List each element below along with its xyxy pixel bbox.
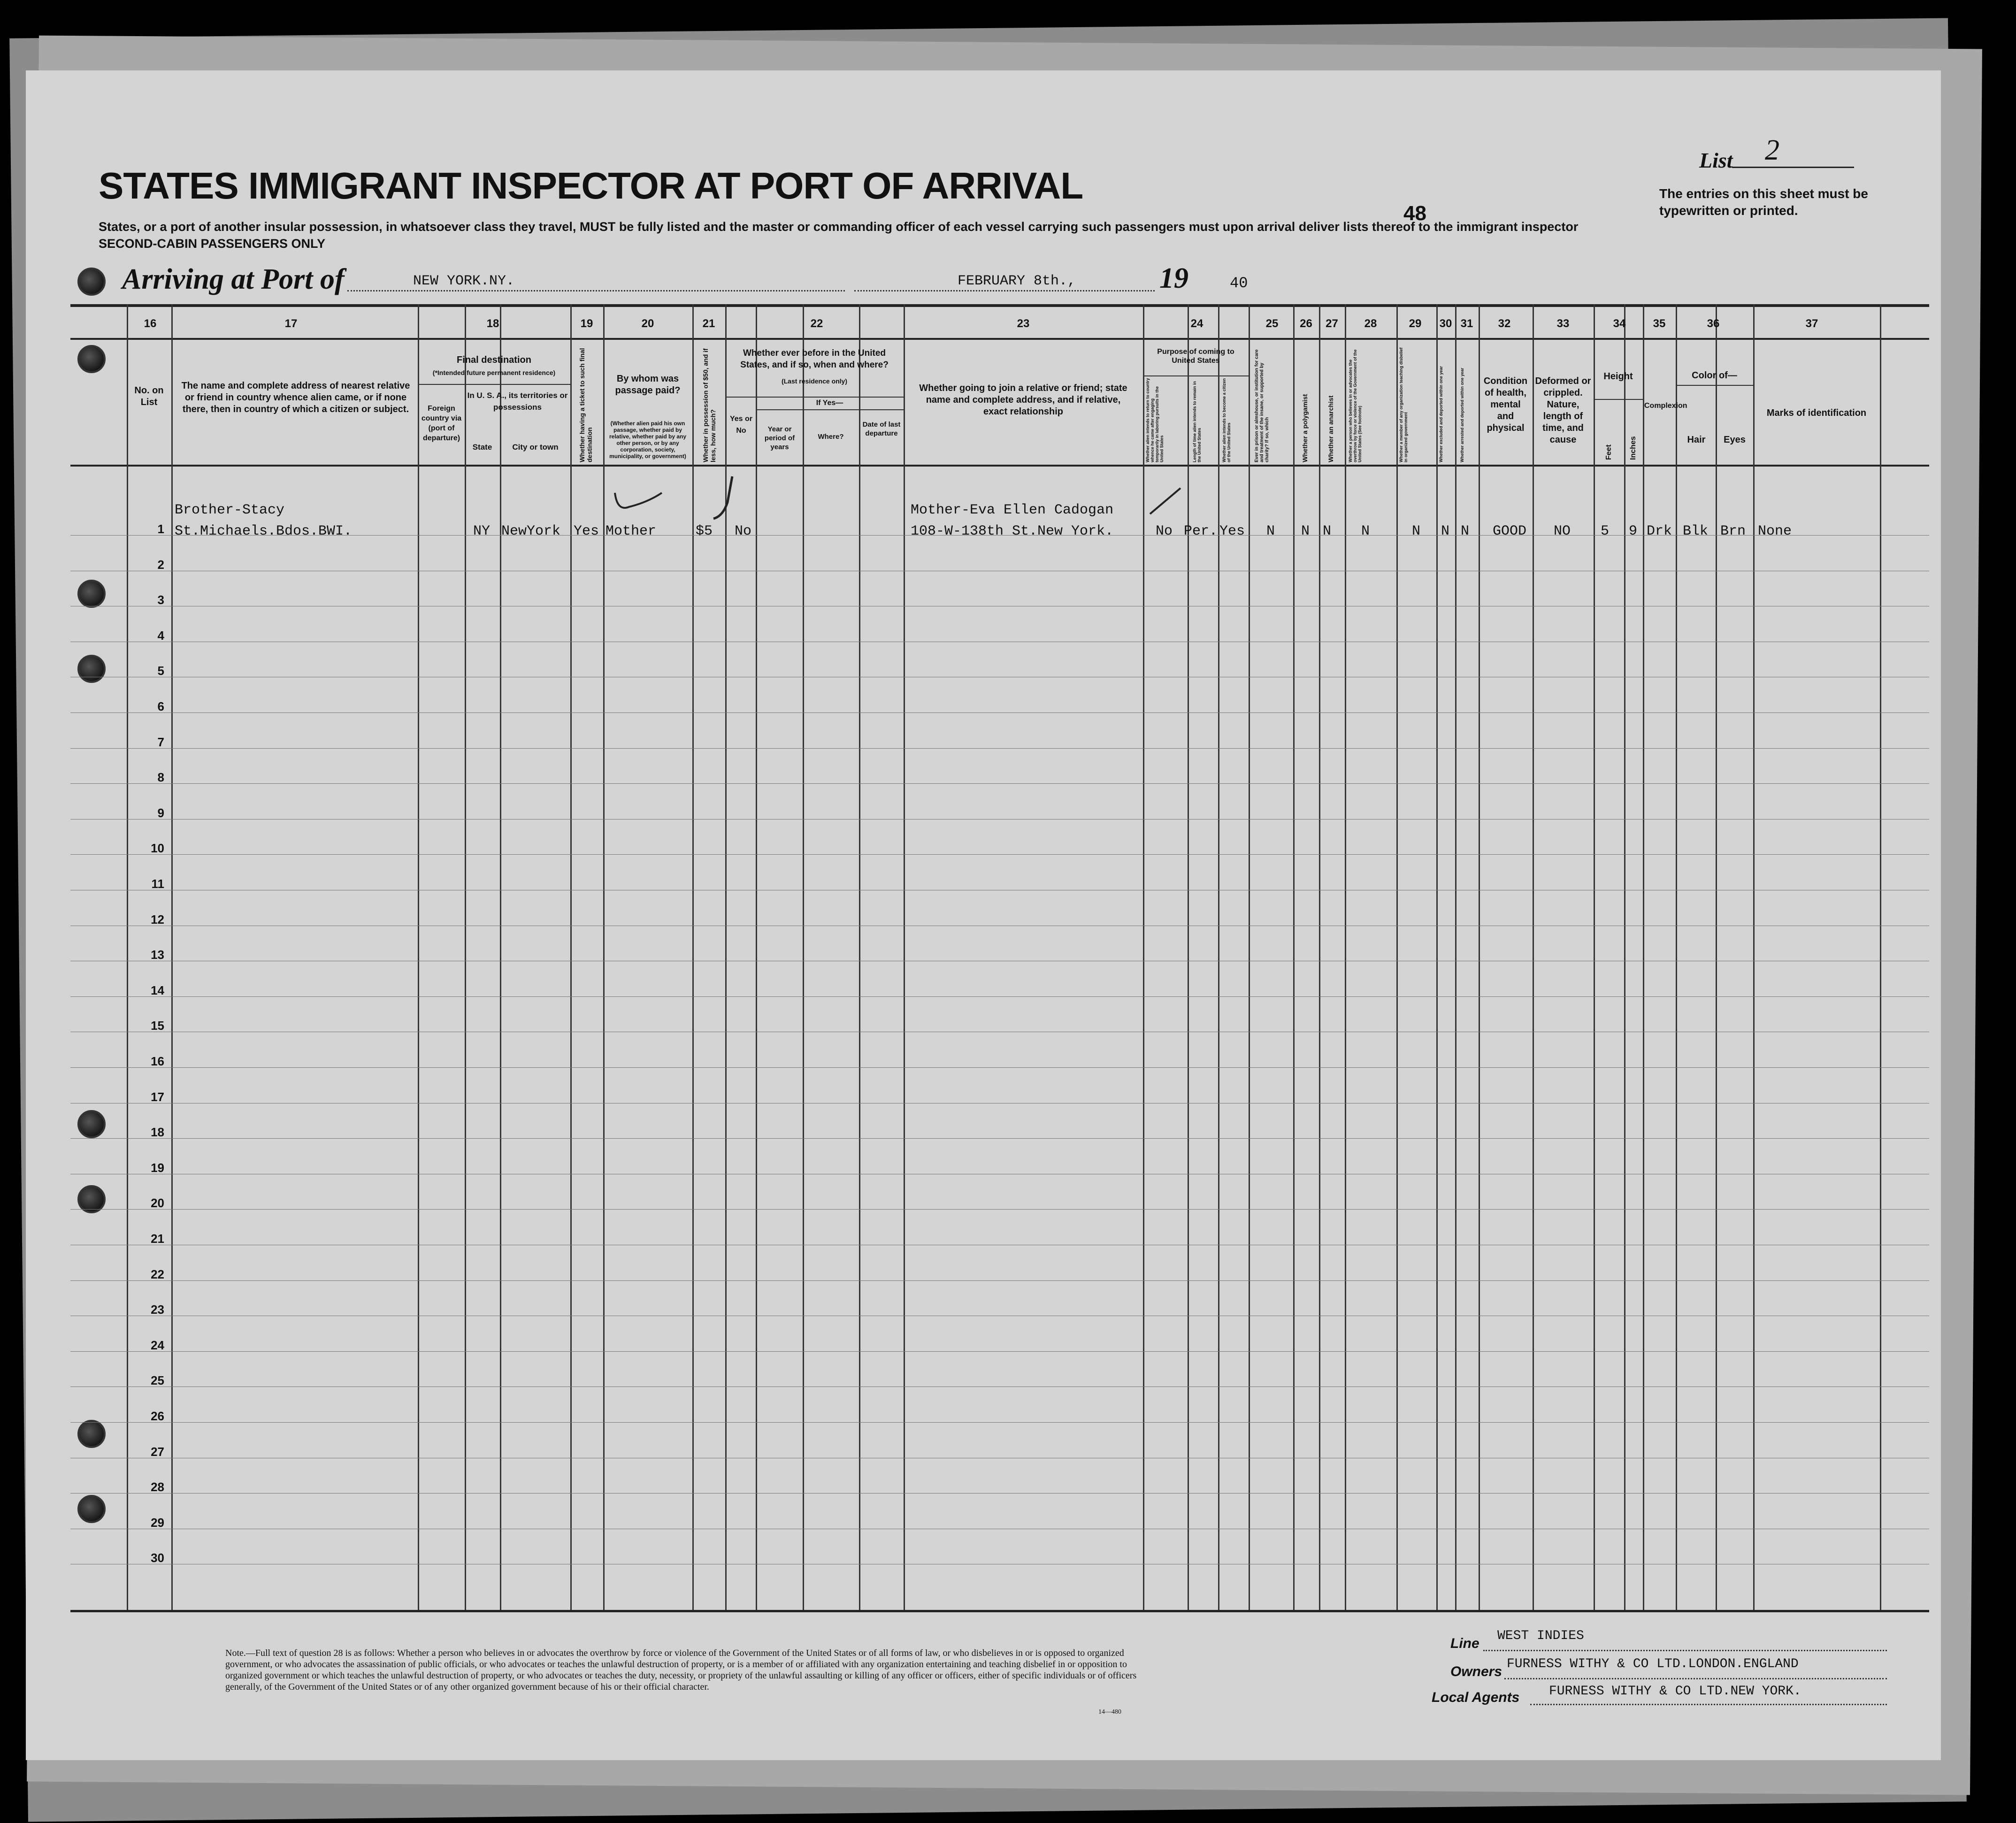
header-subrule bbox=[1594, 399, 1643, 400]
owners-value: FURNESS WITHY & CO LTD.LONDON.ENGLAND bbox=[1507, 1657, 1799, 1671]
header-marks: Marks of identification bbox=[1766, 408, 1867, 418]
cabin-class-label: SECOND-CABIN PASSENGERS ONLY bbox=[99, 237, 326, 251]
header-passage-note: (Whether alien paid his own passage, whether paid by relative, whether paid by any other person, or by any corporation, society, municipality, or government) bbox=[609, 420, 687, 460]
row-number: 11 bbox=[151, 877, 164, 891]
marks-value: None bbox=[1758, 523, 1792, 539]
row-number: 6 bbox=[157, 699, 164, 713]
arrival-year: 40 bbox=[1230, 275, 1248, 292]
binder-hole-icon bbox=[77, 1420, 106, 1448]
list-underline bbox=[1732, 167, 1854, 168]
row-number: 17 bbox=[151, 1089, 164, 1104]
agents-value: FURNESS WITHY & CO LTD.NEW YORK. bbox=[1549, 1684, 1801, 1699]
row-number: 13 bbox=[151, 948, 164, 962]
header-subrule bbox=[1143, 375, 1249, 376]
prison-value: N bbox=[1266, 523, 1275, 539]
header-date-departure: Date of last departure bbox=[862, 421, 901, 437]
column-divider bbox=[1643, 304, 1644, 1610]
row-number: 8 bbox=[157, 770, 164, 785]
header-yes-no: Yes or No bbox=[729, 415, 753, 435]
year-prefix: 19 bbox=[1159, 262, 1188, 294]
header-deformed: Deformed or crippled. Nature, length of time, and cause bbox=[1535, 376, 1591, 445]
column-divider bbox=[1396, 304, 1398, 1610]
header-ticket: Whether having a ticket to such final destination bbox=[578, 348, 593, 462]
column-divider bbox=[1479, 304, 1480, 1610]
header-health: Condition of health, mental and physical bbox=[1483, 376, 1528, 433]
column-divider bbox=[904, 304, 905, 1610]
member-value: N bbox=[1412, 523, 1421, 539]
port-underline bbox=[347, 290, 845, 291]
row-number: 5 bbox=[157, 664, 164, 678]
header-color-of: Color of— bbox=[1692, 370, 1737, 381]
column-divider bbox=[1188, 304, 1189, 1610]
column-number: 18 bbox=[486, 317, 499, 330]
table-top-rule bbox=[70, 304, 1929, 307]
row-number: 12 bbox=[151, 912, 164, 927]
header-joining: Whether going to join a relative or friend; state name and complete address, and if relative, exact relationship bbox=[919, 383, 1127, 417]
row-number: 26 bbox=[151, 1409, 164, 1423]
typewriter-note: The entries on this sheet must be typewritten or printed. bbox=[1659, 186, 1868, 218]
table-row bbox=[70, 819, 1929, 820]
header-year-period: Year or period of years bbox=[764, 425, 795, 451]
passage-value: Mother bbox=[606, 523, 657, 539]
header-height: Height bbox=[1603, 371, 1633, 382]
form-number: 14—480 bbox=[1098, 1708, 1121, 1716]
column-number: 26 bbox=[1300, 317, 1312, 330]
agents-label: Local Agents bbox=[1432, 1690, 1520, 1705]
header-inches: Inches bbox=[1629, 436, 1637, 460]
owners-underline bbox=[1504, 1678, 1887, 1679]
row-number: 24 bbox=[151, 1338, 164, 1352]
date-underline bbox=[854, 290, 1155, 291]
table-row bbox=[70, 1422, 1929, 1423]
header-complexion: Complexion bbox=[1644, 402, 1687, 410]
line-value: WEST INDIES bbox=[1497, 1629, 1584, 1643]
destination-state: NY bbox=[473, 523, 491, 539]
row-number: 4 bbox=[157, 628, 164, 643]
header-city: City or town bbox=[512, 443, 559, 452]
column-number-rule bbox=[70, 338, 1929, 340]
header-anarchist: Whether an anarchist bbox=[1327, 395, 1334, 462]
health-value: GOOD bbox=[1493, 523, 1527, 539]
header-state: State bbox=[472, 443, 492, 452]
row-number: 16 bbox=[151, 1054, 164, 1068]
column-divider bbox=[1753, 304, 1755, 1610]
subtitle-line: States, or a port of another insular possession, in whatsoever class they travel, MUST be fully listed and the master or commanding officer of each vessel carrying such passengers must upon arrival deliver lists thereof to the immigrant inspector bbox=[99, 220, 1579, 234]
header-overthrow: Whether a person who believes in or advocates the overthrow by force or violence of the Government of the United States (See footnote) bbox=[1348, 349, 1362, 462]
column-divider bbox=[465, 304, 466, 1610]
owners-label: Owners bbox=[1450, 1664, 1502, 1679]
header-before-us: Whether ever before in the United States, and if so, when and where? bbox=[740, 348, 889, 370]
column-divider bbox=[1218, 304, 1219, 1610]
column-number: 25 bbox=[1265, 317, 1279, 330]
column-number: 31 bbox=[1460, 317, 1473, 330]
row-number: 21 bbox=[151, 1232, 164, 1246]
check-mark-icon bbox=[709, 474, 737, 521]
row-number: 2 bbox=[157, 557, 164, 572]
row-number: 1 bbox=[157, 522, 164, 536]
column-number: 27 bbox=[1326, 317, 1338, 330]
row-number: 18 bbox=[151, 1125, 164, 1140]
line-label: Line bbox=[1450, 1636, 1479, 1651]
row-number: 14 bbox=[151, 983, 164, 997]
column-divider bbox=[570, 304, 572, 1610]
column-divider bbox=[1594, 304, 1595, 1610]
arrival-date: FEBRUARY 8th., bbox=[958, 273, 1076, 289]
binder-hole-icon bbox=[77, 1495, 106, 1523]
row-number: 28 bbox=[151, 1480, 164, 1494]
column-divider bbox=[171, 304, 173, 1610]
check-mark-icon bbox=[1145, 486, 1183, 519]
overthrow-value: N bbox=[1361, 523, 1370, 539]
column-divider bbox=[692, 304, 694, 1610]
column-divider bbox=[756, 304, 757, 1610]
column-divider bbox=[127, 304, 128, 1610]
arrested-value: N bbox=[1461, 523, 1470, 539]
header-subrule bbox=[418, 384, 570, 385]
purpose-return-value: No bbox=[1156, 523, 1173, 539]
excluded-value: N bbox=[1441, 523, 1450, 539]
header-subrule bbox=[756, 409, 904, 410]
row-number: 22 bbox=[151, 1267, 164, 1281]
column-divider bbox=[500, 304, 501, 1610]
header-purpose-length: Length of time alien intends to remain in the United States bbox=[1192, 381, 1202, 462]
hair-value: Blk bbox=[1683, 523, 1709, 539]
column-divider bbox=[1143, 304, 1144, 1610]
column-divider bbox=[803, 304, 804, 1610]
column-divider bbox=[1676, 304, 1677, 1610]
header-money: Whether in possession of $50, and if less, how much? bbox=[702, 348, 717, 462]
column-number: 20 bbox=[641, 317, 654, 330]
header-member: Whether a member of any organization teaching disbelief in organized government bbox=[1399, 347, 1408, 462]
row-number: 20 bbox=[151, 1196, 164, 1210]
column-number: 19 bbox=[580, 317, 593, 330]
line-underline bbox=[1483, 1650, 1887, 1651]
table-row bbox=[70, 1138, 1929, 1139]
arrival-port: NEW YORK.NY. bbox=[413, 273, 515, 289]
table-row bbox=[70, 1493, 1929, 1494]
height-inches-value: 9 bbox=[1629, 523, 1638, 539]
binder-hole-icon bbox=[77, 580, 106, 608]
row-number: 25 bbox=[151, 1373, 164, 1388]
table-row bbox=[70, 783, 1929, 784]
header-final-destination: Final destination bbox=[457, 355, 531, 365]
relative-name: Brother-Stacy bbox=[175, 502, 285, 518]
header-hair: Hair bbox=[1687, 435, 1706, 445]
ticket-value: Yes bbox=[574, 523, 599, 539]
header-feet: Feet bbox=[1605, 444, 1613, 460]
row-number: 10 bbox=[151, 841, 164, 856]
header-eyes: Eyes bbox=[1724, 435, 1746, 445]
header-foreign-country: Foreign country via (port of departure) bbox=[421, 405, 462, 442]
joining-name: Mother-Eva Ellen Cadogan bbox=[911, 502, 1114, 518]
table-row bbox=[70, 748, 1929, 749]
before-us-value: No bbox=[735, 523, 752, 539]
column-number: 35 bbox=[1653, 317, 1666, 330]
column-divider bbox=[1880, 304, 1881, 1610]
column-number: 33 bbox=[1556, 317, 1570, 330]
row-number: 9 bbox=[157, 805, 164, 820]
row-number: 29 bbox=[151, 1515, 164, 1530]
complexion-value: Drk bbox=[1647, 523, 1672, 539]
height-feet-value: 5 bbox=[1601, 523, 1610, 539]
column-number: 34 bbox=[1613, 317, 1626, 330]
column-number: 29 bbox=[1409, 317, 1422, 330]
column-number: 16 bbox=[144, 317, 157, 330]
eyes-value: Brn bbox=[1720, 523, 1746, 539]
row-number: 30 bbox=[151, 1551, 164, 1565]
column-divider bbox=[1533, 304, 1534, 1610]
column-number: 21 bbox=[702, 317, 715, 330]
column-divider bbox=[603, 304, 605, 1610]
header-purpose-citizen: Whether alien intends to become a citizen of the United States bbox=[1222, 378, 1231, 462]
money-value: $5 bbox=[696, 523, 713, 539]
header-passage: By whom was passage paid? bbox=[615, 374, 681, 396]
header-prison: Ever in prison or almshouse, or institution for care and treatment of the insane, or supported by charity? If so, which bbox=[1254, 349, 1270, 462]
footnote: Note.—Full text of question 28 is as follows: Whether a person who believes in or advocates the overthrow by force or violence of the Government of the United States or of all forms of law, or who disbelieves in or is opposed to organized government, or who advocates the assassination of public officials, or who advocates or teaches the unlawful destruction of property, or is a member of or affiliated with any organization entertaining and teaching disbelief in or opposition to organized government or which teaches the unlawful destruction of property, or who advocates or teaches the duty, necessity, or propriety of the unlawful assaulting or killing of any officer or officers, either of specific individuals or of officers generally, of the Government of the United States or of any other organized government because of his or their official character. bbox=[225, 1648, 1137, 1692]
column-number: 23 bbox=[1017, 317, 1030, 330]
header-subrule bbox=[1676, 385, 1753, 386]
column-divider bbox=[1345, 304, 1346, 1610]
table-row bbox=[70, 712, 1929, 713]
agents-underline bbox=[1530, 1704, 1887, 1705]
table-row bbox=[70, 1280, 1929, 1281]
row-number: 23 bbox=[151, 1302, 164, 1317]
binder-hole-icon bbox=[77, 655, 106, 683]
column-number: 37 bbox=[1805, 317, 1818, 330]
row-number: 19 bbox=[151, 1160, 164, 1175]
header-polygamist: Whether a polygamist bbox=[1301, 394, 1309, 462]
column-divider bbox=[1455, 304, 1456, 1610]
column-number: 24 bbox=[1190, 317, 1203, 330]
column-number: 32 bbox=[1498, 317, 1511, 330]
column-number: 22 bbox=[810, 317, 823, 330]
row-number: 15 bbox=[151, 1019, 164, 1033]
table-row bbox=[70, 1067, 1929, 1068]
polygamist-value: N bbox=[1301, 523, 1310, 539]
column-number: 28 bbox=[1364, 317, 1377, 330]
arriving-label: Arriving at Port of bbox=[122, 263, 345, 295]
table-row bbox=[70, 996, 1929, 997]
column-divider bbox=[1293, 304, 1295, 1610]
header-in-usa: In U. S. A., its territories or possessions bbox=[467, 391, 568, 412]
binder-hole-icon bbox=[77, 268, 106, 296]
header-purpose: Purpose of coming to United States bbox=[1157, 348, 1234, 365]
list-label: List bbox=[1699, 148, 1733, 172]
relative-address: St.Michaels.Bdos.BWI. bbox=[175, 523, 353, 539]
table-row bbox=[70, 1209, 1929, 1210]
header-relative: The name and complete address of nearest relative or friend in country whence alien came, or if none there, then in country of which a citizen or subject. bbox=[181, 381, 410, 414]
header-where: Where? bbox=[818, 433, 844, 441]
row-number: 27 bbox=[151, 1444, 164, 1459]
table-row bbox=[70, 1351, 1929, 1352]
column-number: 30 bbox=[1439, 317, 1452, 330]
column-divider bbox=[1249, 304, 1250, 1610]
destination-city: NewYork bbox=[501, 523, 561, 539]
header-no-on-list: No. on List bbox=[134, 385, 164, 407]
check-mark-icon bbox=[610, 483, 667, 516]
row-number: 3 bbox=[157, 593, 164, 607]
header-purpose-return: Whether alien intends to return to country whence he came after engaging temporarily in laboring pursuits in the United States bbox=[1145, 378, 1164, 462]
column-divider bbox=[418, 304, 419, 1610]
list-number: 2 bbox=[1765, 134, 1779, 166]
table-bottom-rule bbox=[70, 1610, 1929, 1612]
table-row bbox=[70, 854, 1929, 855]
joining-address: 108-W-138th St.New York. bbox=[911, 523, 1114, 539]
table-row bbox=[70, 1386, 1929, 1387]
column-divider bbox=[1319, 304, 1320, 1610]
page-number: 48 bbox=[1403, 202, 1426, 225]
column-divider bbox=[859, 304, 860, 1610]
column-divider bbox=[1624, 304, 1625, 1610]
column-number: 17 bbox=[284, 317, 298, 330]
anarchist-value: N bbox=[1323, 523, 1332, 539]
column-divider bbox=[1436, 304, 1438, 1610]
header-excluded: Whether excluded and deported within one year bbox=[1439, 366, 1443, 462]
header-final-destination-note: (*Intended future permanent residence) bbox=[432, 369, 556, 376]
binder-hole-icon bbox=[77, 1110, 106, 1138]
column-divider bbox=[1716, 304, 1717, 1610]
purpose-citizen-value: Yes bbox=[1219, 523, 1245, 539]
purpose-length-value: Per. bbox=[1184, 523, 1218, 539]
row-number: 7 bbox=[157, 735, 164, 749]
header-before-us-note: (Last residence only) bbox=[781, 377, 848, 385]
binder-hole-icon bbox=[77, 345, 106, 373]
page-title: STATES IMMIGRANT INSPECTOR AT PORT OF ARRIVAL bbox=[99, 165, 1083, 207]
header-if-yes: If Yes— bbox=[816, 399, 843, 407]
column-number: 36 bbox=[1707, 317, 1720, 330]
header-arrested: Whether arrested and deported within one year bbox=[1460, 368, 1464, 462]
header-bottom-rule bbox=[70, 465, 1929, 467]
deformed-value: NO bbox=[1554, 523, 1571, 539]
